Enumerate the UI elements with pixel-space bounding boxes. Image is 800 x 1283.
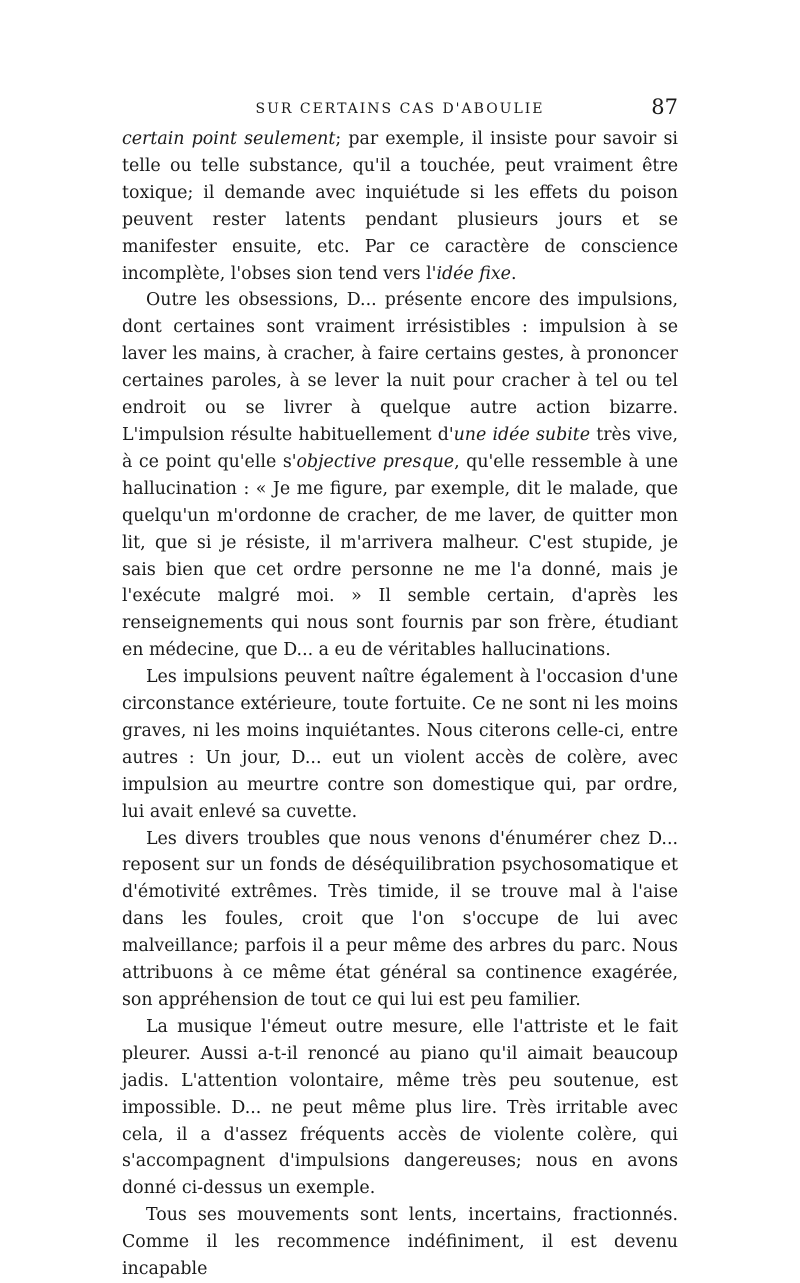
paragraph [122, 1014, 678, 1202]
italic-phrase: certain point seulement [122, 129, 336, 149]
page-number: 87 [651, 95, 678, 119]
italic-phrase: une idée subite [453, 424, 591, 445]
paragraph [122, 126, 678, 287]
paragraph [122, 664, 678, 825]
text-segment: Les divers troubles que nous venons d'énumérer chez D... reposent sur un fonds de déséquilibration psychosomatique et d'émotivité extrêmes. Très timide, il se trouve mal à l'aise dans les foules, croit que l'on s'occupe de lui avec malveillance; parfois il a peur même des arbres du parc. Nous attribuons à ce même état général sa continence exagérée, son appréhension de tout ce qui lui est peu familier. [122, 828, 678, 1010]
paragraph [122, 1202, 678, 1283]
text-segment: très vive, à ce point qu'elle s' [122, 424, 678, 472]
text-segment: , qu'elle ressemble à une hallucination : « Je me figure, par exemple, dit le malade, que quelqu'un m'ordonne de cracher, de me laver, de quitter mon lit, que si je résiste, il m'arrivera malheur. C'est stupide, je sais bien que cet ordre personne ne me l'a donné, mais je l'exécute malgré moi. » Il semble certain, d'après les renseignements qui nous sont fournis par son frère, étudiant en médecine, que D... a eu de véritables hallucinations. [122, 451, 678, 661]
text-segment: La musique l'émeut outre mesure, elle l'attriste et le fait pleurer. Aussi a-t-il renoncé au piano qu'il aimait beaucoup jadis. L'attention volontaire, même très peu soutenue, est impossible. D... ne peut même plus lire. Très irritable avec cela, il a d'assez fréquents accès de violente colère, qui s'accompagnent d'impulsions dangereuses; nous en avons donné ci-dessus un exemple. [122, 1016, 678, 1199]
text-segment: . [510, 263, 517, 284]
text-segment: Les impulsions peuvent naître également à l'occasion d'une circonstance extérieure, toute fortuite. Ce ne sont ni les moins graves, ni les moins inquiétantes. Nous citerons celle-ci, entre autres : Un jour, D... eut un violent accès de colère, avec impulsion au meurtre contre son domestique qui, par ordre, lui avait enlevé sa cuvette. [122, 667, 678, 822]
running-title: SUR CERTAINS CAS D'ABOULIE [255, 101, 545, 117]
paragraph [122, 826, 678, 1014]
text-segment: Outre les obsessions, D... présente encore des impulsions, dont certaines sont vraiment irrésistibles : impulsion à se laver les mains, à cracher, à faire certains gestes, à prononcer certaines paroles, à se lever la nuit pour cracher à tel ou tel endroit ou se livrer à quelque autre action bizarre. L'impulsion résulte habituellement d' [122, 290, 678, 445]
running-head [122, 95, 678, 125]
italic-phrase: objective presque [296, 451, 455, 472]
italic-phrase: idée fixe [436, 263, 511, 284]
text-segment: ; par exemple, il insiste pour savoir si telle ou telle substance, qu'il a touchée, peut vraiment être toxique; il demande avec inquiétude si les effets du poison peuvent rester latents pendant plusieurs jours et se manifester ensuite, etc. Par ce caractère de conscience incomplète, l'obses sion tend vers l' [122, 129, 678, 284]
text-segment: Tous ses mouvements sont lents, incertains, fractionnés. Comme il les recommence indéfiniment, il est devenu incapable [122, 1205, 678, 1280]
body-text [122, 126, 678, 1283]
paragraph [122, 287, 678, 664]
